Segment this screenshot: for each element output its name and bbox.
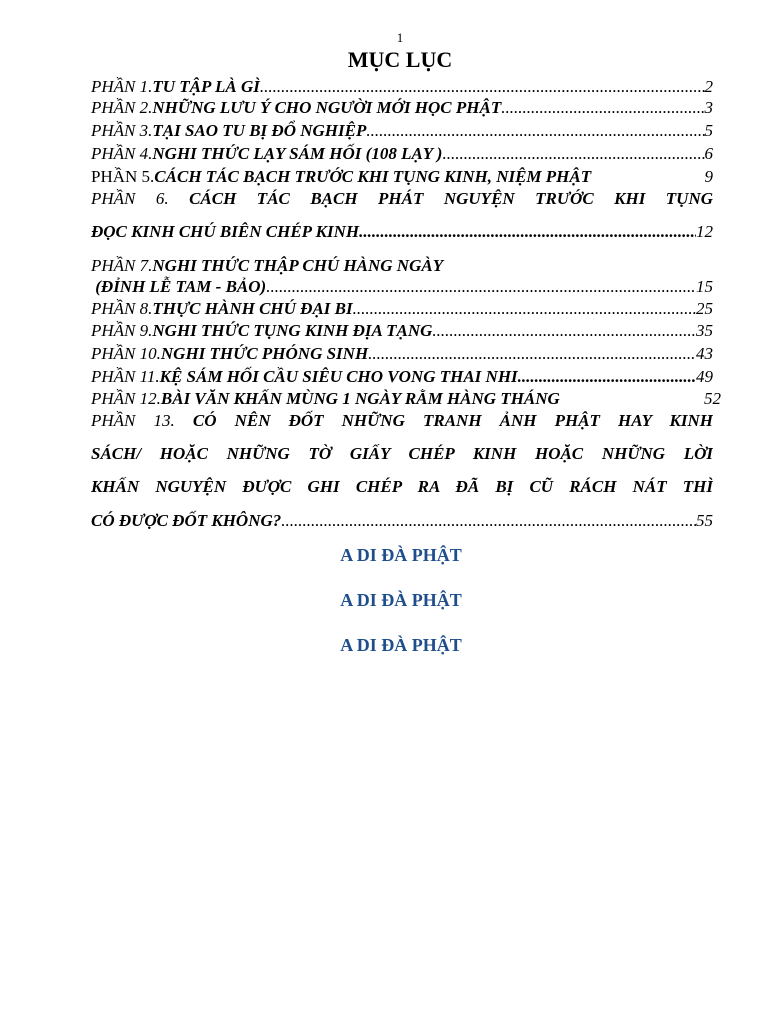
toc-entry-prefix: PHẦN 10. — [91, 344, 161, 363]
toc-entry-title: TU TẬP LÀ GÌ — [152, 77, 260, 96]
toc-entry-part-13-cont-1[interactable] — [91, 443, 713, 464]
toc-entry-part-13-cont-3[interactable] — [91, 510, 713, 531]
toc-entry-title: CÁCH TÁC BẠCH PHÁT NGUYỆN TRƯỚC KHI TỤNG — [189, 189, 713, 208]
toc-entry-part-6[interactable] — [91, 188, 713, 209]
closing-chant: A DI ĐÀ PHẬT — [340, 635, 462, 655]
toc-entry-title: TẠI SAO TU BỊ ĐỔ NGHIỆP — [152, 121, 367, 140]
toc-entry-page: 55 — [696, 511, 713, 530]
toc-leader — [368, 343, 696, 364]
toc-leader — [442, 143, 704, 164]
toc-entry-part-11[interactable] — [91, 366, 713, 387]
toc-entry-page: 43 — [696, 344, 713, 363]
closing-chant: A DI ĐÀ PHẬT — [340, 590, 462, 610]
toc-leader — [266, 276, 696, 297]
toc-entry-title-cont: KHẤN NGUYỆN ĐƯỢC GHI CHÉP RA ĐÃ BỊ CŨ RÁCH NÁT THÌ — [91, 477, 713, 496]
toc-leader — [366, 120, 704, 141]
toc-entry-part-6-cont[interactable] — [91, 221, 713, 242]
toc-entry-title: NGHI THỨC LẠY SÁM HỐI (108 LẠY ) — [152, 144, 443, 163]
toc-entry-prefix: PHẦN 3. — [91, 121, 153, 140]
toc-entry-prefix: PHẦN 7. — [91, 256, 153, 275]
toc-entry-title: NHỮNG LƯU Ý CHO NGƯỜI MỚI HỌC PHẬT — [152, 98, 502, 117]
toc-entry-page: 6 — [704, 144, 713, 163]
toc-entry-prefix: PHẦN 13. — [91, 411, 193, 430]
toc-entry-title: NGHI THỨC TỤNG KINH ĐỊA TẠNG — [152, 321, 433, 340]
toc-entry-prefix: PHẦN 6. — [91, 189, 190, 208]
toc-entry-title: NGHI THỨC THẬP CHÚ HÀNG NGÀY — [152, 256, 444, 275]
toc-entry-page: 5 — [704, 121, 713, 140]
toc-entry-page: 2 — [704, 77, 713, 96]
page-number: 1 — [396, 30, 404, 45]
toc-entry-part-10[interactable] — [91, 343, 713, 364]
toc-entry-prefix: PHẦN 2. — [91, 98, 153, 117]
toc-entry-part-5[interactable] — [91, 166, 713, 187]
toc-entry-title: CÁCH TÁC BẠCH TRƯỚC KHI TỤNG KINH, NIỆM PHẬT — [154, 167, 592, 186]
closing-chant: A DI ĐÀ PHẬT — [340, 545, 462, 565]
toc-entry-part-12[interactable] — [91, 388, 721, 409]
toc-leader — [359, 221, 696, 242]
toc-entry-part-13[interactable] — [91, 410, 713, 431]
toc-entry-page: 9 — [704, 167, 713, 186]
toc-entry-title-cont: ĐỌC KINH CHÚ BIÊN CHÉP KINH — [91, 222, 360, 241]
toc-entry-title: NGHI THỨC PHÓNG SINH — [160, 344, 369, 363]
toc-entry-prefix: PHẦN 8. — [91, 299, 153, 318]
toc-leader — [281, 510, 696, 531]
toc-entry-part-7-cont[interactable] — [91, 276, 713, 297]
toc-entry-page: 12 — [696, 222, 713, 241]
toc-entry-prefix: PHẦN 12. — [91, 389, 161, 408]
toc-entry-prefix: PHẦN 1. — [91, 77, 153, 96]
toc-entry-part-2[interactable] — [91, 97, 713, 118]
toc-entry-title-cont: (ĐỈNH LỄ TAM - BẢO) — [91, 277, 267, 296]
toc-entry-page: 52 — [704, 389, 721, 408]
toc-entry-part-13-cont-2[interactable] — [91, 476, 713, 497]
toc-entry-prefix: PHẦN 5. — [91, 167, 155, 186]
toc-entry-title: THỰC HÀNH CHÚ ĐẠI BI — [152, 299, 353, 318]
toc-entry-title: BÀI VĂN KHẤN MÙNG 1 NGÀY RẰM HÀNG THÁNG — [160, 389, 560, 408]
toc-entry-title-cont: CÓ ĐƯỢC ĐỐT KHÔNG? — [91, 511, 282, 530]
toc-entry-page: 3 — [704, 98, 713, 117]
page-title: MỤC LỤC — [347, 47, 453, 72]
toc-entry-part-9[interactable] — [91, 320, 713, 341]
toc-entry-part-3[interactable] — [91, 120, 713, 141]
toc-entry-part-8[interactable] — [91, 298, 713, 319]
toc-leader — [260, 76, 705, 97]
toc-leader — [518, 366, 696, 387]
toc-entry-part-4[interactable] — [91, 143, 713, 164]
toc-entry-part-7[interactable] — [91, 255, 713, 276]
toc-leader — [432, 320, 696, 341]
toc-entry-part-1[interactable] — [91, 76, 713, 97]
toc-entry-page: 49 — [696, 367, 713, 386]
toc-entry-title-cont: SÁCH/ HOẶC NHỮNG TỜ GIẤY CHÉP KINH HOẶC NHỮNG LỜI — [91, 444, 713, 463]
toc-entry-page: 25 — [696, 299, 713, 318]
toc-entry-title: CÓ NÊN ĐỐT NHỮNG TRANH ẢNH PHẬT HAY KINH — [192, 411, 713, 430]
toc-entry-title: KỆ SÁM HỐI CẦU SIÊU CHO VONG THAI NHI — [159, 367, 518, 386]
toc-entry-page: 35 — [696, 321, 713, 340]
toc-entry-page: 15 — [696, 277, 713, 296]
toc-leader — [501, 97, 704, 118]
toc-entry-prefix: PHẦN 4. — [91, 144, 153, 163]
toc-leader — [353, 298, 696, 319]
toc-entry-prefix: PHẦN 9. — [91, 321, 153, 340]
toc-entry-prefix: PHẦN 11. — [91, 367, 160, 386]
